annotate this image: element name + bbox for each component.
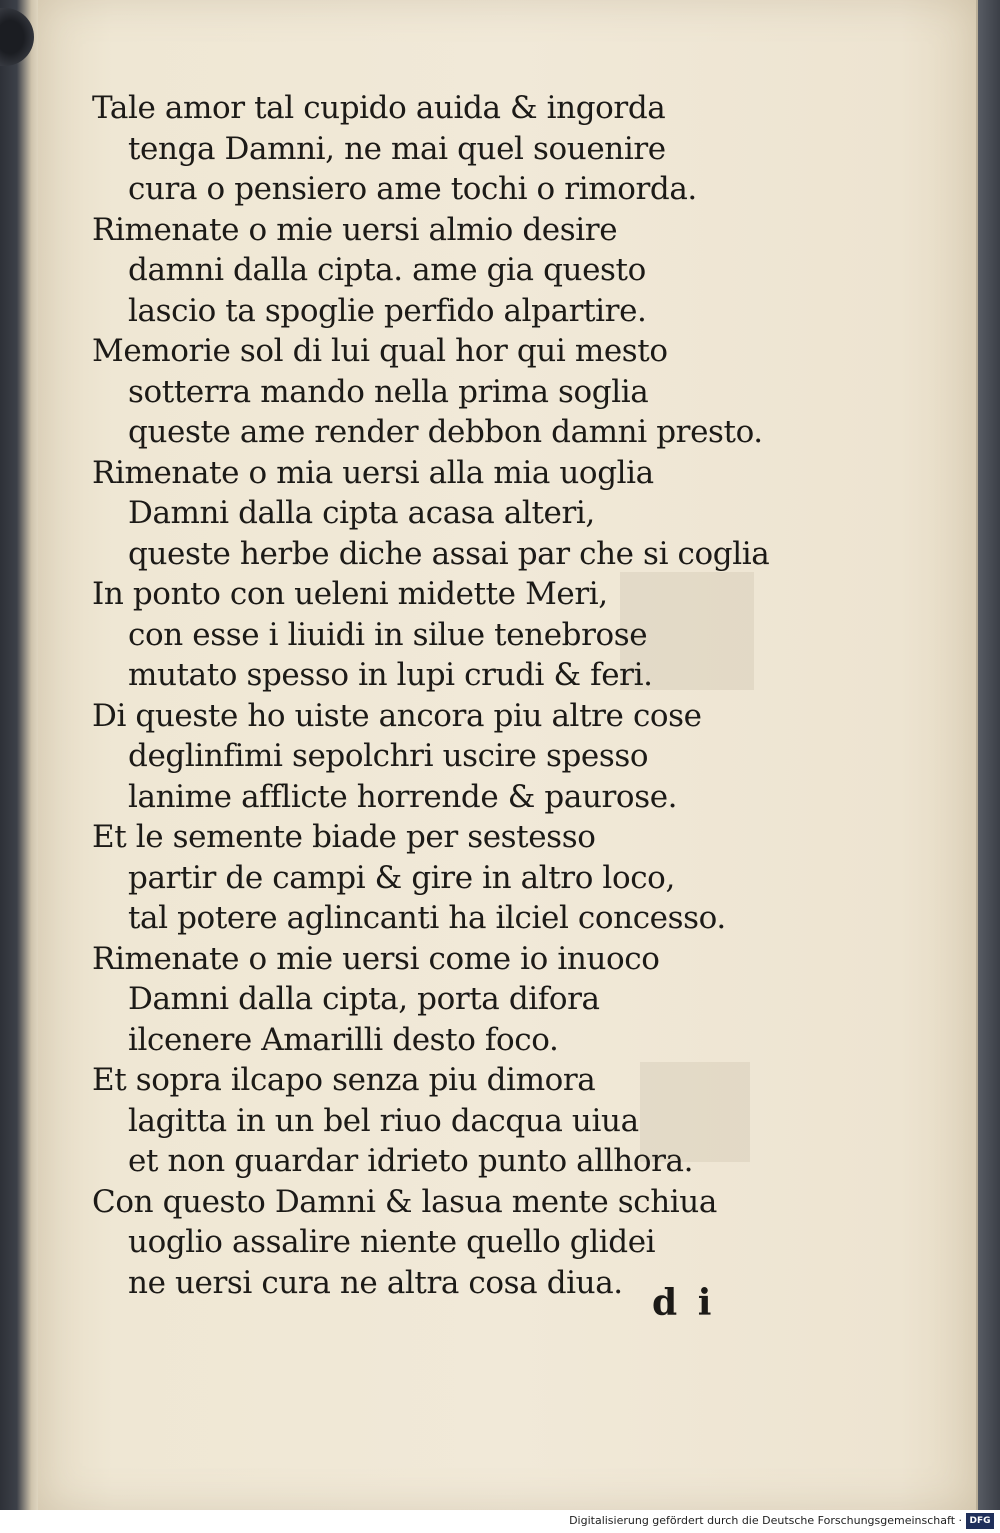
verse-line: Damni dalla cipta acasa alteri,: [128, 495, 595, 531]
verse-line: ne uersi cura ne altra cosa diua.: [128, 1264, 623, 1301]
verse-line: Rimenate o mie uersi almio desire: [92, 211, 618, 248]
verse-line: Et le semente biade per sestesso: [92, 819, 596, 855]
signature-mark: d i: [652, 1282, 716, 1324]
page-edge: [976, 0, 1000, 1510]
verse-line: queste ame render debbon damni presto.: [128, 414, 763, 450]
verse-line: cura o pensiero ame tochi o rimorda.: [128, 171, 697, 207]
verse-line: queste herbe diche assai par che si coglia: [128, 535, 770, 572]
verse-line: tenga Damni, ne mai quel souenire: [128, 130, 666, 167]
dfg-logo: DFG: [966, 1513, 994, 1529]
digitization-footer: [0, 1510, 1000, 1533]
verse-line: Con questo Damni & lasua mente schiua: [92, 1183, 717, 1220]
verse-line: Damni dalla cipta, porta difora: [128, 981, 600, 1017]
verse-line: lanime afflicte horrende & paurose.: [128, 778, 678, 815]
verse-line: Tale amor tal cupido auida & ingorda: [92, 90, 666, 126]
verse-line: Et sopra ilcapo senza piu dimora: [92, 1062, 596, 1098]
poem-text: [92, 88, 770, 1303]
verse-line: Rimenate o mie uersi come io inuoco: [92, 940, 660, 977]
verse-line: tal potere aglincanti ha ilciel concesso.: [128, 900, 726, 936]
verse-line: deglinfimi sepolchri uscire spesso: [128, 738, 649, 774]
footer-credit: Digitalisierung gefördert durch die Deutsche Forschungsgemeinschaft ·: [569, 1514, 962, 1527]
binding-shadow: [0, 8, 34, 66]
verse-line: sotterra mando nella prima soglia: [128, 373, 649, 410]
verse-line: Memorie sol di lui qual hor qui mesto: [92, 333, 668, 369]
verse-line: Di queste ho uiste ancora piu altre cose: [92, 697, 702, 734]
verse-line: Rimenate o mia uersi alla mia uoglia: [92, 454, 654, 491]
verse-line: ilcenere Amarilli desto foco.: [128, 1021, 559, 1058]
verse-line: con esse i liuidi in silue tenebrose: [128, 616, 648, 653]
verse-line: lagitta in un bel riuo dacqua uiua: [128, 1102, 639, 1139]
verse-line: damni dalla cipta. ame gia questo: [128, 252, 646, 288]
verse-line: et non guardar idrieto punto allhora.: [128, 1143, 694, 1179]
verse-line: mutato spesso in lupi crudi & feri.: [128, 657, 653, 693]
verse-line: uoglio assalire niente quello glidei: [128, 1224, 656, 1260]
verse-line: In ponto con ueleni midette Meri,: [92, 576, 608, 612]
book-spine: [0, 0, 42, 1510]
verse-line: partir de campi & gire in altro loco,: [128, 859, 675, 896]
verse-line: lascio ta spoglie perfido alpartire.: [128, 292, 647, 329]
